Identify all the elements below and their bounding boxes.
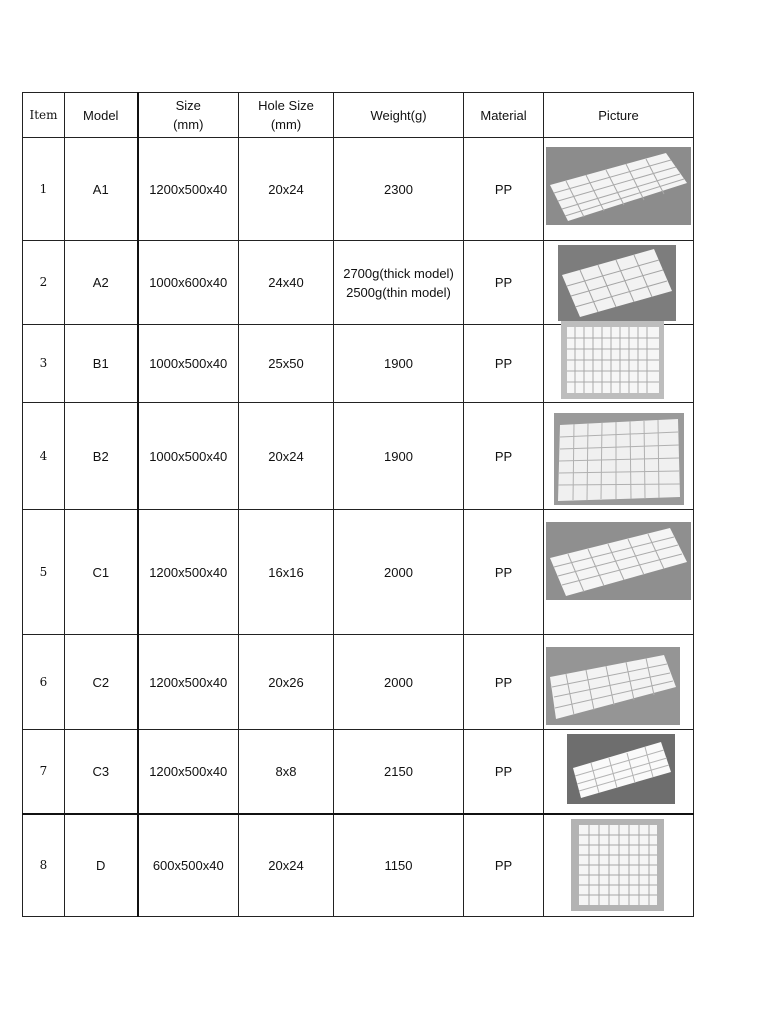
cell-material: PP bbox=[464, 635, 544, 730]
cell-weight: 2150 bbox=[334, 730, 464, 814]
cell-size: 1000x600x40 bbox=[138, 241, 239, 325]
cell-weight: 1900 bbox=[334, 325, 464, 403]
cell-model: C1 bbox=[65, 510, 138, 635]
cell-model: B2 bbox=[65, 403, 138, 510]
cell-item: 7 bbox=[23, 730, 65, 814]
cell-size: 600x500x40 bbox=[138, 814, 239, 917]
product-photo bbox=[546, 522, 691, 600]
header-size-unit: (mm) bbox=[173, 117, 204, 132]
cell-material: PP bbox=[464, 510, 544, 635]
cell-item: 4 bbox=[23, 403, 65, 510]
cell-size: 1000x500x40 bbox=[138, 325, 239, 403]
header-picture: Picture bbox=[544, 93, 694, 138]
cell-picture bbox=[544, 510, 694, 635]
cell-weight: 1900 bbox=[334, 403, 464, 510]
cell-model: B1 bbox=[65, 325, 138, 403]
cell-item: 6 bbox=[23, 635, 65, 730]
cell-picture bbox=[544, 814, 694, 917]
cell-hole-size: 8x8 bbox=[239, 730, 334, 814]
cell-hole-size: 16x16 bbox=[239, 510, 334, 635]
cell-material: PP bbox=[464, 325, 544, 403]
cell-item: 8 bbox=[23, 814, 65, 917]
cell-item: 1 bbox=[23, 138, 65, 241]
table-row bbox=[23, 635, 694, 730]
cell-item: 3 bbox=[23, 325, 65, 403]
cell-size: 1200x500x40 bbox=[138, 730, 239, 814]
cell-size: 1200x500x40 bbox=[138, 510, 239, 635]
cell-picture bbox=[544, 241, 694, 325]
cell-hole-size: 20x26 bbox=[239, 635, 334, 730]
cell-weight: 2300 bbox=[334, 138, 464, 241]
cell-size: 1200x500x40 bbox=[138, 635, 239, 730]
header-material: Material bbox=[464, 93, 544, 138]
product-photo bbox=[546, 647, 680, 725]
cell-hole-size: 20x24 bbox=[239, 403, 334, 510]
table-row bbox=[23, 510, 694, 635]
cell-material: PP bbox=[464, 403, 544, 510]
cell-weight: 1150 bbox=[334, 814, 464, 917]
table-row bbox=[23, 138, 694, 241]
cell-material: PP bbox=[464, 814, 544, 917]
cell-material: PP bbox=[464, 730, 544, 814]
cell-hole-size: 24x40 bbox=[239, 241, 334, 325]
cell-weight bbox=[334, 241, 464, 325]
cell-model: C2 bbox=[65, 635, 138, 730]
cell-item: 5 bbox=[23, 510, 65, 635]
header-model: Model bbox=[65, 93, 138, 138]
cell-material: PP bbox=[464, 138, 544, 241]
cell-picture bbox=[544, 635, 694, 730]
cell-model: A1 bbox=[65, 138, 138, 241]
cell-picture bbox=[544, 138, 694, 241]
cell-size: 1000x500x40 bbox=[138, 403, 239, 510]
table-row bbox=[23, 241, 694, 325]
header-weight: Weight(g) bbox=[334, 93, 464, 138]
header-hole-size bbox=[239, 93, 334, 138]
cell-hole-size: 20x24 bbox=[239, 138, 334, 241]
spec-sheet bbox=[22, 92, 693, 918]
product-spec-table bbox=[22, 92, 694, 917]
product-photo bbox=[561, 321, 664, 399]
header-size-label: Size bbox=[175, 98, 201, 113]
table-row bbox=[23, 730, 694, 814]
cell-picture bbox=[544, 325, 694, 403]
cell-picture bbox=[544, 403, 694, 510]
header-hole-unit: (mm) bbox=[270, 117, 302, 132]
product-photo bbox=[571, 819, 664, 911]
product-photo bbox=[567, 734, 675, 804]
cell-hole-size: 25x50 bbox=[239, 325, 334, 403]
table-row bbox=[23, 814, 694, 917]
header-size bbox=[138, 93, 239, 138]
cell-hole-size: 20x24 bbox=[239, 814, 334, 917]
table-row bbox=[23, 325, 694, 403]
cell-material: PP bbox=[464, 241, 544, 325]
product-photo bbox=[554, 413, 684, 505]
product-photo bbox=[558, 245, 676, 321]
header-hole-label: Hole Size bbox=[258, 98, 314, 113]
cell-model: C3 bbox=[65, 730, 138, 814]
cell-weight-thin: 2500g(thin model) bbox=[346, 284, 451, 300]
cell-weight-thick: 2700g(thick model) bbox=[343, 265, 454, 281]
cell-model: D bbox=[65, 814, 138, 917]
cell-picture bbox=[544, 730, 694, 814]
header-item: Item bbox=[23, 93, 65, 138]
cell-weight: 2000 bbox=[334, 510, 464, 635]
header-row bbox=[23, 93, 694, 138]
product-photo bbox=[546, 147, 691, 225]
cell-model: A2 bbox=[65, 241, 138, 325]
cell-size: 1200x500x40 bbox=[138, 138, 239, 241]
cell-item: 2 bbox=[23, 241, 65, 325]
cell-weight: 2000 bbox=[334, 635, 464, 730]
table-row bbox=[23, 403, 694, 510]
